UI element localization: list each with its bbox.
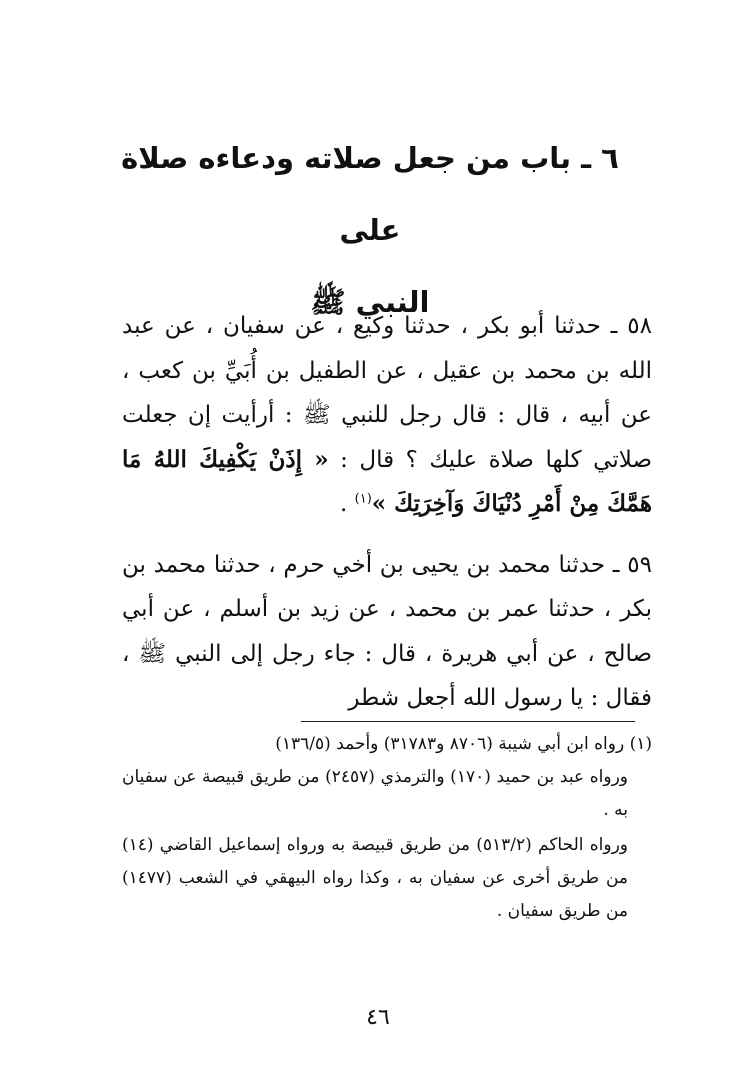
hadith-59-paragraph [122,543,652,721]
footnote-1-line-1: (١) رواه ابن أبي شيبة (٨٧٠٦ و٣١٧٨٣) وأحمد (١٣٦/٥) [275,734,652,754]
chapter-heading-line-2: النبي ﷺ [310,285,430,319]
footnote-separator [301,721,635,722]
hadith-58-text: ٥٨ ـ حدثنا أبو بكر ، حدثنا وكيع ، عن سفيان ، عن عبد الله بن محمد بن عقيل ، عن الطفيل بن أُبَيِّ بن كعب ، عن أبيه ، قال : قال رجل للنبي ﷺ : أرأيت إن جعلت صلاتي كلها صلاة عليك ؟ قال : [122,313,652,473]
footnote-1-line-3: ورواه الحاكم (٥١٣/٢) من طريق قبيصة به ورواه إسماعيل القاضي (١٤) من طريق أخرى عن سفيان به ، وكذا رواه البيهقي في الشعب (١٤٧٧) من طريق سفيان . [122,835,628,921]
page-number: ٤٦ [366,1005,390,1030]
footnote-reference: (١) [354,491,372,507]
hadith-59-text: ٥٩ ـ حدثنا محمد بن يحيى بن أخي حرم ، حدثنا محمد بن بكر ، حدثنا عمر بن محمد ، عن زيد بن أسلم ، عن أبي صالح ، عن أبي هريرة ، قال : جاء رجل إلى النبي ﷺ ، فقال : يا رسول الله أجعل شطر [122,551,652,711]
footnotes [122,728,652,928]
hadith-58-paragraph [122,304,652,527]
footnote-1-line-2: ورواه عبد بن حميد (١٧٠) والترمذي (٢٤٥٧) من طريق قبيصة عن سفيان به . [122,767,629,820]
body-text [122,304,652,721]
hadith-58-quote: « إِذَنْ يَكْفِيكَ اللهُ مَا هَمَّكَ مِنْ أَمْرِ دُنْيَاكَ وَآخِرَتِكَ » [122,445,652,517]
hadith-58-tail: . [340,491,355,517]
chapter-heading-line-1: ٦ ـ باب من جعل صلاته ودعاءه صلاة على [121,141,619,247]
